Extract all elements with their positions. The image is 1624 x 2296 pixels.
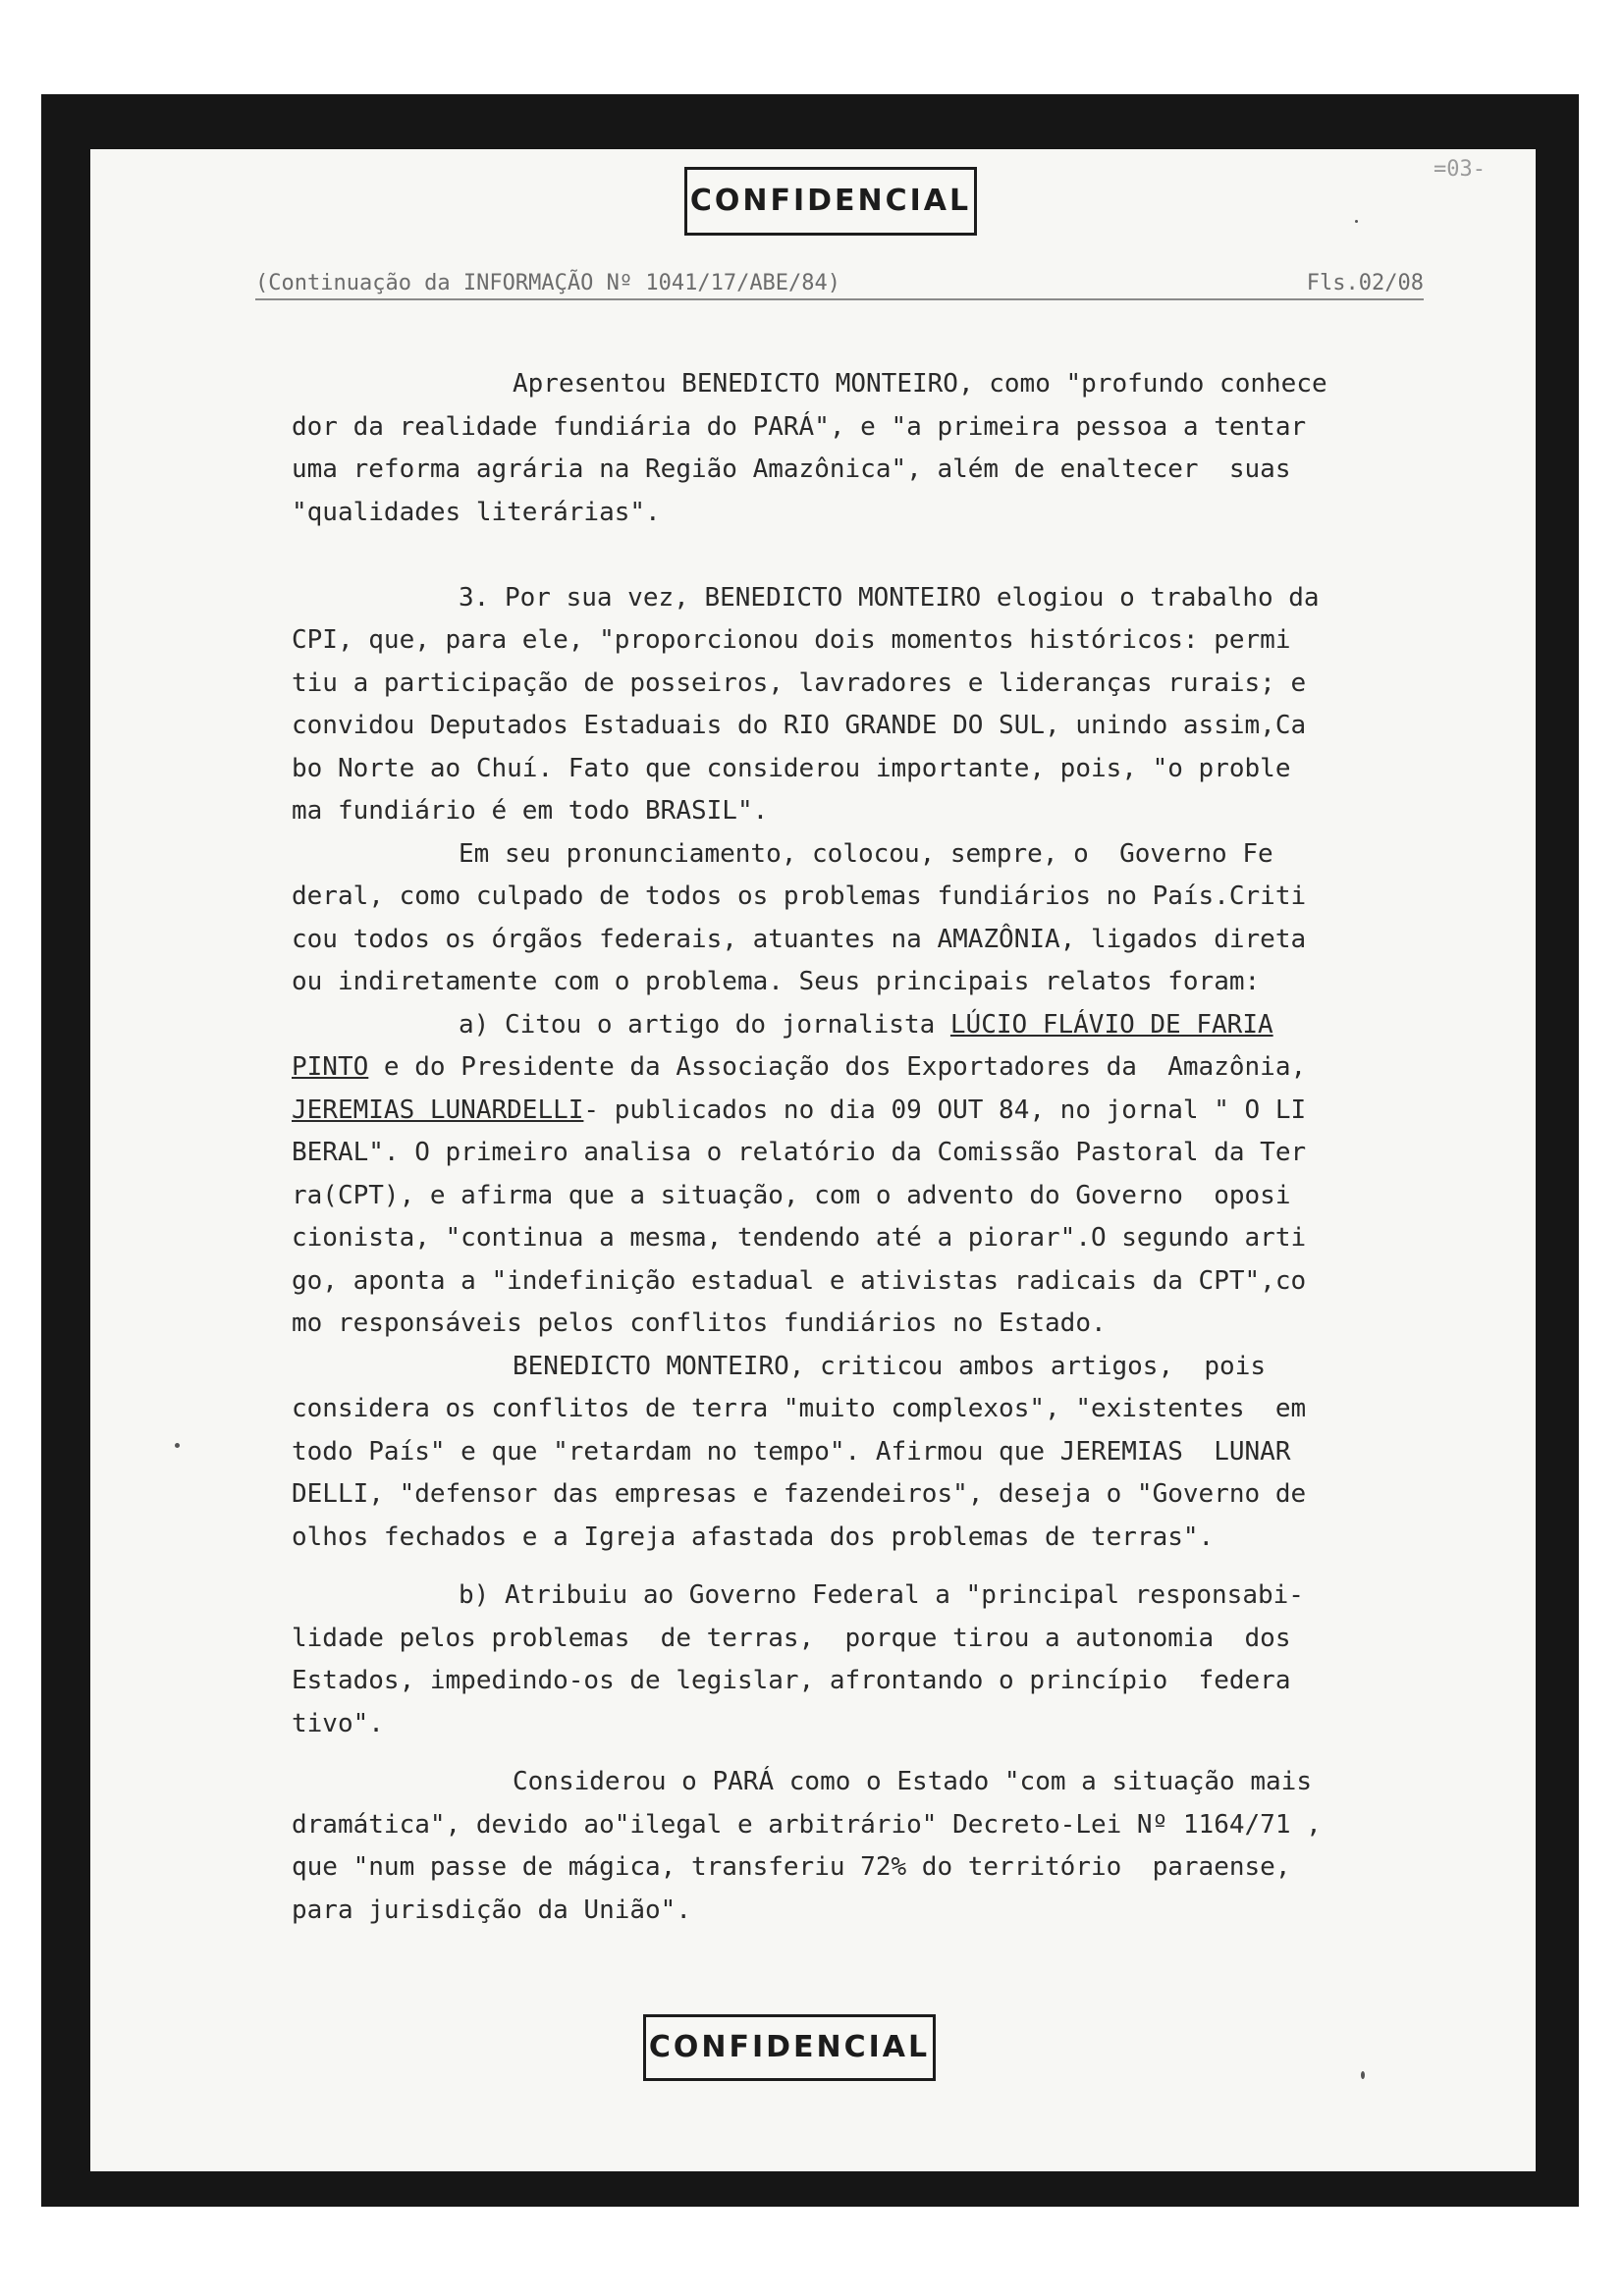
text-line: bo Norte ao Chuí. Fato que considerou importante, pois, "o proble: [292, 753, 1291, 783]
folio-number: Fls.02/08: [1306, 271, 1424, 295]
text-line: DELLI, "defensor das empresas e fazendeiros", deseja o "Governo de: [292, 1479, 1307, 1509]
text-segment: e do Presidente da Associação dos Exportadores da Amazônia,: [368, 1052, 1307, 1082]
text-line: para jurisdição da União".: [292, 1895, 691, 1925]
text-line: convidou Deputados Estaduais do RIO GRANDE DO SUL, unindo assim,Ca: [292, 711, 1307, 740]
scan-speck: [1361, 2071, 1365, 2079]
text-line: b) Atribuiu ao Governo Federal a "principal responsabi-: [459, 1580, 1304, 1610]
text-line: Considerou o PARÁ como o Estado "com a situação mais: [513, 1767, 1312, 1796]
text-line: tivo".: [292, 1708, 384, 1738]
text-line: mo responsáveis pelos conflitos fundiários no Estado.: [292, 1308, 1107, 1338]
text-line: [292, 1004, 1421, 1047]
underlined-name: LÚCIO FLÁVIO DE FARIA: [949, 1009, 1273, 1040]
text-line: deral, como culpado de todos os problemas fundiários no País.Criti: [292, 881, 1307, 911]
text-line: cou todos os órgãos federais, atuantes na AMAZÔNIA, ligados direta: [292, 924, 1307, 954]
text-line: ma fundiário é em todo BRASIL".: [292, 796, 769, 826]
text-line: BERAL". O primeiro analisa o relatório da Comissão Pastoral da Ter: [292, 1138, 1307, 1167]
text-line: go, aponta a "indefinição estadual e ativistas radicais da CPT",co: [292, 1265, 1307, 1296]
text-line: [292, 1090, 1421, 1133]
text-line: que "num passe de mágica, transferiu 72% do território paraense,: [292, 1852, 1291, 1882]
scan-speck: [175, 1443, 180, 1448]
page-reference: =03-: [1434, 157, 1486, 182]
text-line: "qualidades literárias".: [292, 497, 661, 527]
text-line: todo País" e que "retardam no tempo". Afirmou que JEREMIAS LUNAR: [292, 1436, 1291, 1467]
continuation-header: [255, 271, 1424, 300]
text-line: 3. Por sua vez, BENEDICTO MONTEIRO elogiou o trabalho da: [459, 582, 1320, 613]
scan-speck: [1355, 220, 1358, 223]
text-line: [292, 1046, 1421, 1090]
text-line: uma reforma agrária na Região Amazônica", além de enaltecer suas: [292, 454, 1291, 484]
continuation-reference: (Continuação da INFORMAÇÃO Nº 1041/17/ABE/84): [255, 271, 841, 295]
text-line: BENEDICTO MONTEIRO, criticou ambos artigos, pois: [513, 1351, 1267, 1381]
text-line: ou indiretamente com o problema. Seus principais relatos foram:: [292, 967, 1261, 996]
text-line: Estados, impedindo-os de legislar, afrontando o princípio federa: [292, 1666, 1291, 1695]
confidential-stamp-top: CONFIDENCIAL: [684, 167, 977, 236]
confidential-stamp-bottom: CONFIDENCIAL: [643, 2014, 936, 2081]
underlined-name: JEREMIAS LUNARDELLI: [292, 1095, 584, 1125]
text-line: ra(CPT), e afirma que a situação, com o advento do Governo oposi: [292, 1180, 1291, 1210]
text-line: dramática", devido ao"ilegal e arbitrário" Decreto-Lei Nº 1164/71 ,: [292, 1809, 1322, 1840]
text-line: CPI, que, para ele, "proporcionou dois momentos históricos: permi: [292, 625, 1291, 655]
text-line: tiu a participação de posseiros, lavradores e lideranças rurais; e: [292, 667, 1307, 698]
text-line: Apresentou BENEDICTO MONTEIRO, como "profundo conhece: [513, 369, 1327, 399]
underlined-name: PINTO: [292, 1052, 369, 1082]
document-body: [292, 363, 1421, 1932]
text-line: olhos fechados e a Igreja afastada dos problemas de terras".: [292, 1522, 1215, 1552]
text-line: cionista, "continua a mesma, tendendo até a piorar".O segundo arti: [292, 1223, 1307, 1253]
text-line: Em seu pronunciamento, colocou, sempre, o Governo Fe: [459, 838, 1273, 869]
text-line: considera os conflitos de terra "muito complexos", "existentes em: [292, 1394, 1307, 1423]
text-segment: a) Citou o artigo do jornalista: [459, 1009, 950, 1040]
text-line: dor da realidade fundiária do PARÁ", e "a primeira pessoa a tentar: [292, 411, 1307, 442]
text-segment: - publicados no dia 09 OUT 84, no jornal " O LI: [583, 1095, 1307, 1125]
text-line: lidade pelos problemas de terras, porque tirou a autonomia dos: [292, 1623, 1291, 1653]
